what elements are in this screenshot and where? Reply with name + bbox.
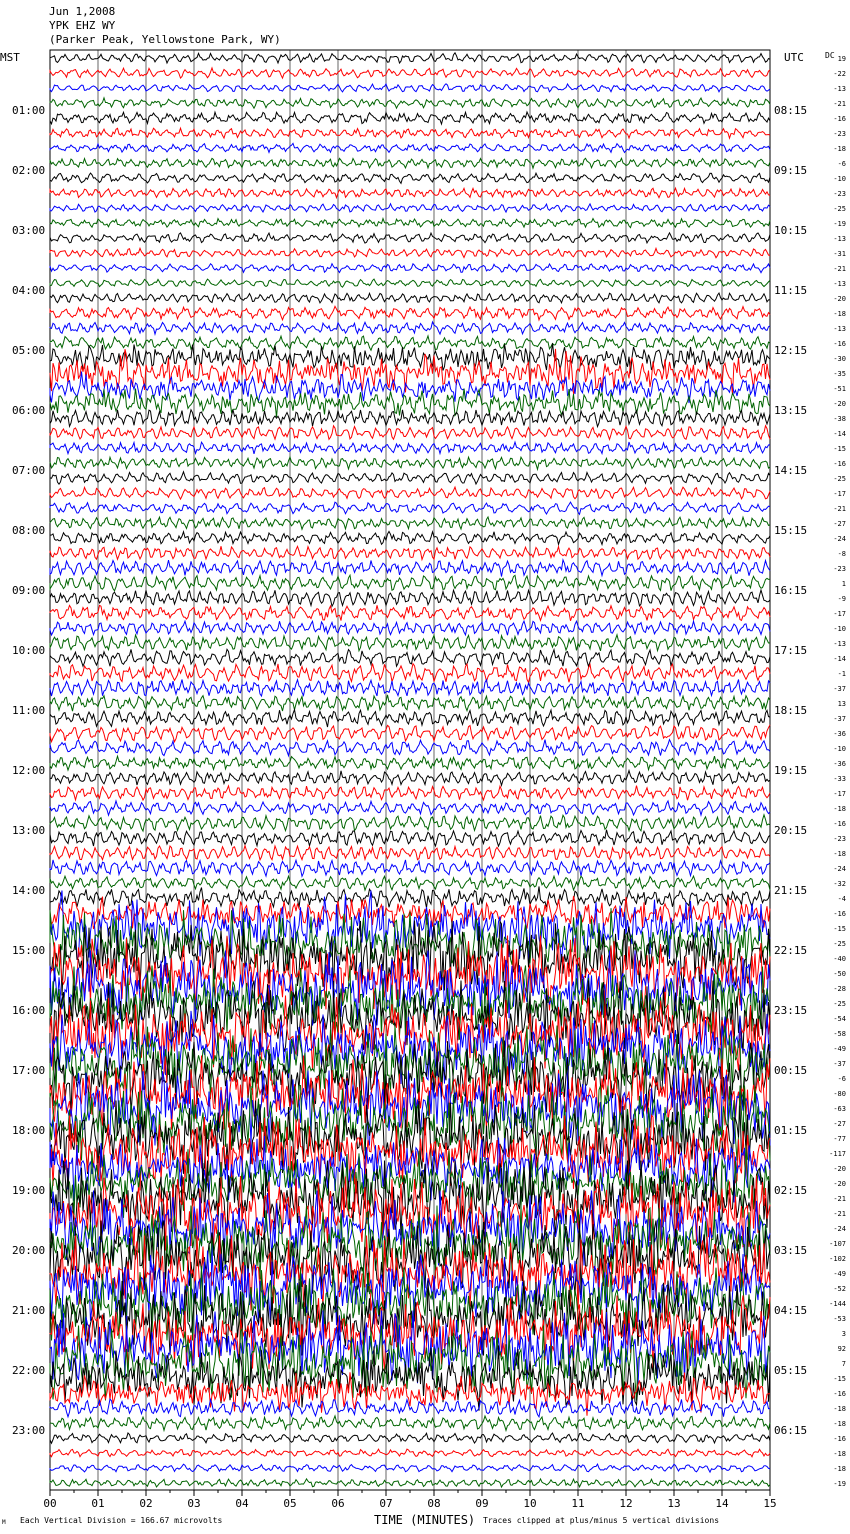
dc-offset-label: -21 [833,1210,846,1218]
utc-hour-label: 02:15 [774,1184,808,1197]
mst-hour-label: 13:00 [12,824,46,837]
x-tick-label: 06 [331,1497,345,1510]
x-axis-ticks [43,1490,776,1510]
dc-offset-label: -6 [837,160,846,168]
mst-hour-label: 16:00 [12,1004,46,1017]
trace-row-31 [50,517,770,529]
x-tick-label: 01 [91,1497,105,1510]
trace-row-13 [50,248,770,257]
utc-hour-label: 16:15 [774,584,808,597]
dc-offset-label: -38 [833,415,846,423]
trace-row-93 [50,1449,770,1457]
trace-row-42 [50,680,770,697]
dc-offset-label: -21 [833,265,846,273]
dc-offset-label: -21 [833,100,846,108]
dc-offset-label: -13 [833,85,846,93]
trace-row-35 [50,575,770,591]
dc-offset-label: -18 [833,145,846,153]
dc-offset-label: -30 [833,355,846,363]
utc-hour-label: 03:15 [774,1244,808,1257]
dc-offset-label: -16 [833,1435,846,1443]
trace-row-28 [50,472,770,484]
dc-offset-label: -36 [833,760,846,768]
dc-offset-label: -20 [833,295,846,303]
utc-hour-label: 22:15 [774,944,808,957]
dc-offset-label: -20 [833,1180,846,1188]
x-tick-label: 02 [139,1497,153,1510]
utc-hour-labels [774,104,807,1437]
trace-row-47 [50,756,770,770]
dc-offset-label: -18 [833,1465,846,1473]
dc-offset-label: -23 [833,130,846,138]
mst-hour-label: 17:00 [12,1064,46,1077]
mst-hour-label: 10:00 [12,644,46,657]
utc-hour-label: 01:15 [774,1124,808,1137]
dc-offset-label: -18 [833,850,846,858]
trace-row-24 [50,410,770,427]
trace-row-38 [50,621,770,635]
x-tick-label: 07 [379,1497,393,1510]
dc-offset-label: -51 [833,385,846,393]
dc-offset-label: -36 [833,730,846,738]
dc-offset-label: -32 [833,880,846,888]
trace-row-32 [50,531,770,544]
mst-hour-label: 12:00 [12,764,46,777]
trace-row-12 [50,233,770,243]
mst-hour-label: 05:00 [12,344,46,357]
mst-hour-label: 20:00 [12,1244,46,1257]
trace-row-29 [50,487,770,499]
dc-offset-label: -49 [833,1270,846,1278]
dc-offset-label: -16 [833,820,846,828]
dc-offset-label: -49 [833,1045,846,1053]
dc-offset-label: -16 [833,1390,846,1398]
utc-hour-label: 23:15 [774,1004,808,1017]
trace-row-15 [50,279,770,287]
dc-offset-label: -20 [833,1165,846,1173]
dc-offset-label: -14 [833,430,846,438]
dc-offset-label: -23 [833,565,846,573]
chart-location: (Parker Peak, Yellowstone Park, WY) [49,33,281,46]
x-tick-label: 00 [43,1497,57,1510]
dc-offset-label: -18 [833,1420,846,1428]
x-tick-label: 09 [475,1497,489,1510]
mst-hour-label: 15:00 [12,944,46,957]
trace-row-36 [50,590,770,606]
dc-offset-label: -10 [833,175,846,183]
trace-row-33 [50,546,770,559]
dc-offset-label: -17 [833,490,846,498]
dc-offset-label: 7 [841,1360,846,1368]
x-tick-label: 14 [715,1497,729,1510]
mst-hour-label: 04:00 [12,284,46,297]
dc-offset-label: -18 [833,1450,846,1458]
trace-row-30 [50,502,770,514]
trace-row-70 [50,1071,770,1146]
dc-offset-label: -31 [833,250,846,258]
dc-offset-label: -37 [833,715,846,723]
dc-offset-label: 1 [841,580,846,588]
trace-row-53 [50,846,770,860]
trace-row-7 [50,158,770,168]
dc-offset-label: -27 [833,520,846,528]
dc-offset-label: -18 [833,805,846,813]
dc-offset-label: -33 [833,775,846,783]
trace-row-56 [50,886,770,907]
utc-hour-label: 14:15 [774,464,808,477]
mst-label: MST [0,51,20,64]
scale-note: Each Vertical Division = 166.67 microvolts [20,1516,223,1525]
seismic-traces [50,53,770,1487]
dc-offset-label: -13 [833,325,846,333]
dc-offset-label: -15 [833,1375,846,1383]
dc-offset-label: -27 [833,1120,846,1128]
clip-note: Traces clipped at plus/minus 5 vertical divisions [483,1516,720,1525]
trace-row-5 [50,128,770,138]
utc-hour-label: 05:15 [774,1364,808,1377]
mst-hour-label: 19:00 [12,1184,46,1197]
trace-row-94 [50,1464,770,1472]
x-tick-label: 05 [283,1497,297,1510]
trace-row-39 [50,635,770,651]
trace-row-49 [50,786,770,801]
utc-hour-label: 08:15 [774,104,808,117]
dc-offset-label: -10 [833,745,846,753]
trace-row-17 [50,306,770,320]
mst-hour-label: 11:00 [12,704,46,717]
dc-offset-label: -107 [829,1240,846,1248]
utc-hour-label: 13:15 [774,404,808,417]
x-tick-label: 08 [427,1497,441,1510]
dc-offset-label: 3 [841,1330,846,1338]
trace-row-41 [50,664,770,683]
trace-row-19 [50,336,770,350]
dc-offset-label: -13 [833,640,846,648]
mst-hour-labels [12,104,45,1437]
dc-offset-label: -8 [837,550,846,558]
dc-offset-label: 19 [837,55,846,63]
utc-hour-label: 04:15 [774,1304,808,1317]
utc-hour-label: 09:15 [774,164,808,177]
dc-offset-label: -16 [833,460,846,468]
trace-row-0 [50,53,770,63]
utc-hour-label: 19:15 [774,764,808,777]
dc-offset-labels [829,55,846,1488]
trace-row-34 [50,560,770,577]
trace-row-95 [50,1479,770,1487]
dc-offset-label: -117 [829,1150,846,1158]
dc-offset-label: -40 [833,955,846,963]
dc-offset-label: -28 [833,985,846,993]
chart-station: YPK EHZ WY [49,19,116,32]
trace-row-54 [50,860,770,876]
mst-hour-label: 08:00 [12,524,46,537]
utc-hour-label: 06:15 [774,1424,808,1437]
x-tick-label: 04 [235,1497,249,1510]
trace-row-40 [50,649,770,666]
x-axis-title: TIME (MINUTES) [374,1513,476,1527]
dc-offset-label: 92 [837,1345,846,1353]
trace-row-45 [50,725,770,742]
mst-hour-label: 22:00 [12,1364,46,1377]
dc-offset-label: -14 [833,655,846,663]
mst-hour-label: 06:00 [12,404,46,417]
dc-offset-label: -25 [833,205,846,213]
corner-mark: M [2,1519,6,1526]
x-tick-label: 11 [571,1497,585,1510]
dc-offset-label: -37 [833,1060,846,1068]
mst-hour-label: 03:00 [12,224,46,237]
utc-hour-label: 21:15 [774,884,808,897]
dc-offset-label: -9 [837,595,846,603]
x-tick-label: 13 [667,1497,681,1510]
mst-hour-label: 01:00 [12,104,46,117]
dc-offset-label: -10 [833,625,846,633]
trace-row-27 [50,457,770,469]
dc-offset-label: -15 [833,925,846,933]
mst-hour-label: 02:00 [12,164,46,177]
utc-hour-label: 18:15 [774,704,808,717]
utc-hour-label: 10:15 [774,224,808,237]
dc-offset-label: -144 [829,1300,846,1308]
trace-row-48 [50,771,770,786]
trace-row-10 [50,204,770,212]
trace-row-50 [50,801,770,815]
dc-offset-label: -16 [833,340,846,348]
trace-row-75 [50,1146,770,1221]
dc-offset-label: -19 [833,220,846,228]
utc-hour-label: 17:15 [774,644,808,657]
utc-hour-label: 20:15 [774,824,808,837]
dc-offset-label: -21 [833,1195,846,1203]
trace-row-51 [50,815,770,831]
trace-row-46 [50,740,770,756]
trace-row-8 [50,173,770,183]
x-tick-label: 12 [619,1497,633,1510]
trace-row-18 [50,322,770,334]
utc-hour-label: 11:15 [774,284,808,297]
trace-row-44 [50,710,770,727]
x-tick-label: 10 [523,1497,537,1510]
dc-offset-label: -37 [833,685,846,693]
dc-offset-label: -15 [833,445,846,453]
dc-offset-label: -18 [833,1405,846,1413]
dc-offset-label: -25 [833,475,846,483]
dc-offset-label: -77 [833,1135,846,1143]
trace-row-11 [50,219,770,228]
dc-offset-label: 13 [837,700,846,708]
trace-row-9 [50,188,770,198]
dc-offset-label: -1 [837,670,846,678]
dc-offset-label: -80 [833,1090,846,1098]
trace-row-3 [50,98,770,108]
chart-date: Jun 1,2008 [49,5,116,18]
trace-row-43 [50,695,770,711]
dc-offset-label: -4 [837,895,846,903]
mst-hour-label: 07:00 [12,464,46,477]
dc-offset-label: -16 [833,910,846,918]
mst-hour-label: 21:00 [12,1304,46,1317]
dc-offset-label: -13 [833,280,846,288]
dc-offset-label: -52 [833,1285,846,1293]
trace-row-25 [50,426,770,440]
dc-offset-label: -23 [833,190,846,198]
trace-row-2 [50,84,770,92]
dc-offset-label: -24 [833,535,846,543]
trace-row-1 [50,68,770,78]
trace-row-92 [50,1433,770,1443]
utc-hour-label: 12:15 [774,344,808,357]
trace-row-23 [50,389,770,418]
utc-hour-label: 00:15 [774,1064,808,1077]
trace-row-37 [50,605,770,621]
mst-hour-label: 23:00 [12,1424,46,1437]
dc-offset-label: -23 [833,835,846,843]
dc-label: DC [825,51,835,60]
mst-hour-label: 18:00 [12,1124,46,1137]
dc-offset-label: -54 [833,1015,846,1023]
dc-offset-label: -18 [833,310,846,318]
dc-offset-label: -22 [833,70,846,78]
trace-row-52 [50,830,770,847]
dc-offset-label: -19 [833,1480,846,1488]
trace-row-4 [50,112,770,124]
utc-label: UTC [784,51,804,64]
dc-offset-label: -24 [833,865,846,873]
mst-hour-label: 14:00 [12,884,46,897]
x-tick-label: 03 [187,1497,201,1510]
dc-offset-label: -25 [833,1000,846,1008]
dc-offset-label: -21 [833,505,846,513]
utc-hour-label: 15:15 [774,524,808,537]
dc-offset-label: -24 [833,1225,846,1233]
trace-row-26 [50,442,770,454]
dc-offset-label: -6 [837,1075,846,1083]
dc-offset-label: -35 [833,370,846,378]
dc-offset-label: -25 [833,940,846,948]
dc-offset-label: -63 [833,1105,846,1113]
dc-offset-label: -50 [833,970,846,978]
trace-row-20 [50,343,770,373]
trace-row-6 [50,143,770,152]
dc-offset-label: -17 [833,610,846,618]
dc-offset-label: -17 [833,790,846,798]
trace-row-14 [50,264,770,273]
mst-hour-label: 09:00 [12,584,46,597]
x-tick-label: 15 [763,1497,777,1510]
dc-offset-label: -16 [833,115,846,123]
trace-row-16 [50,293,770,303]
dc-offset-label: -13 [833,235,846,243]
dc-offset-label: -53 [833,1315,846,1323]
dc-offset-label: -20 [833,400,846,408]
trace-row-55 [50,876,770,890]
dc-offset-label: -58 [833,1030,846,1038]
trace-row-91 [50,1416,770,1431]
dc-offset-label: -102 [829,1255,846,1263]
